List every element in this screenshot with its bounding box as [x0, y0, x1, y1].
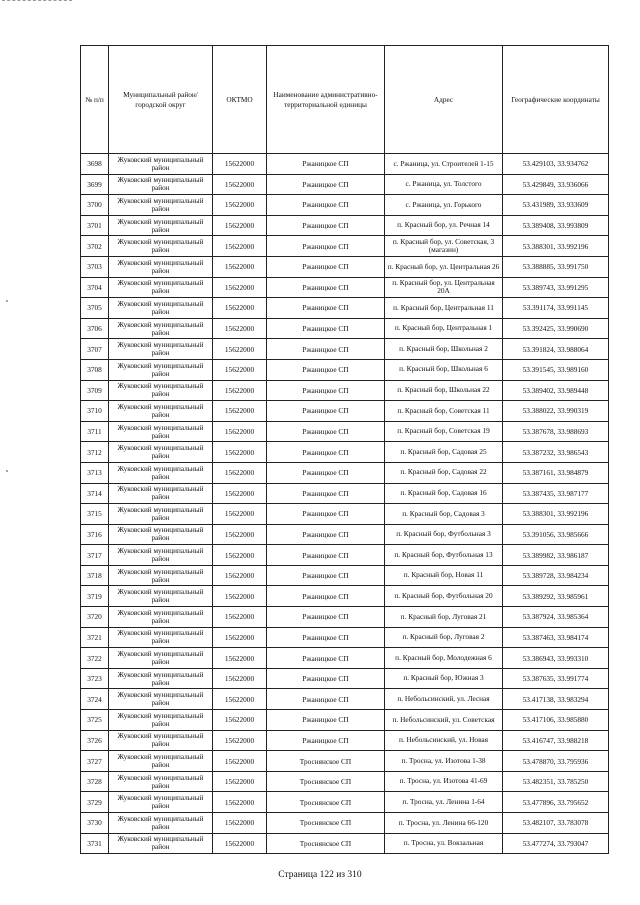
- cell-oktmo: 15622000: [213, 689, 267, 710]
- cell-coordinates: 53.387161, 33.984879: [503, 462, 609, 483]
- table-row: [81, 256, 609, 277]
- cell-oktmo: 15622000: [213, 359, 267, 380]
- cell-unit: Ржаницкое СП: [267, 648, 385, 669]
- cell-area: Жуковский муниципальный район: [109, 215, 213, 236]
- cell-coordinates: 53.389402, 33.989448: [503, 380, 609, 401]
- table-row: [81, 380, 609, 401]
- cell-coordinates: 53.387635, 33.991774: [503, 668, 609, 689]
- cell-number: 3723: [81, 668, 109, 689]
- scan-dust-mark: [6, 470, 8, 472]
- cell-unit: Ржаницкое СП: [267, 380, 385, 401]
- cell-area: Жуковский муниципальный район: [109, 318, 213, 339]
- cell-coordinates: 53.387924, 33.985364: [503, 607, 609, 628]
- cell-oktmo: 15622000: [213, 771, 267, 792]
- table-row: [81, 792, 609, 813]
- table-row: [81, 215, 609, 236]
- cell-area: Жуковский муниципальный район: [109, 401, 213, 422]
- cell-area: Жуковский муниципальный район: [109, 751, 213, 772]
- cell-address: п. Красный бор, Луговая 2: [385, 627, 503, 648]
- cell-coordinates: 53.417106, 33.985880: [503, 710, 609, 731]
- cell-number: 3718: [81, 565, 109, 586]
- header-row: [81, 46, 609, 154]
- table-row: [81, 710, 609, 731]
- cell-coordinates: 53.478870, 33.795936: [503, 751, 609, 772]
- cell-coordinates: 53.389292, 33.985961: [503, 586, 609, 607]
- cell-unit: Ржаницкое СП: [267, 298, 385, 319]
- table-row: [81, 524, 609, 545]
- header-number: № п/п: [81, 46, 109, 154]
- cell-number: 3704: [81, 277, 109, 298]
- cell-area: Жуковский муниципальный район: [109, 565, 213, 586]
- cell-unit: Ржаницкое СП: [267, 504, 385, 525]
- cell-coordinates: 53.387435, 33.987177: [503, 483, 609, 504]
- cell-address: п. Небольсинский, ул. Советская: [385, 710, 503, 731]
- cell-coordinates: 53.482351, 33.785250: [503, 771, 609, 792]
- cell-address: п. Небольсинский, ул. Лесная: [385, 689, 503, 710]
- cell-coordinates: 53.477274, 33.793047: [503, 833, 609, 854]
- cell-coordinates: 53.389743, 33.991295: [503, 277, 609, 298]
- scan-dust-mark: [6, 300, 8, 302]
- cell-coordinates: 53.429849, 33.936066: [503, 174, 609, 195]
- table-row: [81, 236, 609, 257]
- cell-unit: Ржаницкое СП: [267, 689, 385, 710]
- table-row: [81, 627, 609, 648]
- cell-oktmo: 15622000: [213, 318, 267, 339]
- cell-unit: Ржаницкое СП: [267, 195, 385, 216]
- cell-coordinates: 53.387678, 33.988693: [503, 421, 609, 442]
- cell-unit: Троснянское СП: [267, 792, 385, 813]
- cell-unit: Ржаницкое СП: [267, 236, 385, 257]
- cell-address: п. Небольсинский, ул. Новая: [385, 730, 503, 751]
- cell-address: п. Красный бор, ул. Центральная 20А: [385, 277, 503, 298]
- cell-unit: Ржаницкое СП: [267, 607, 385, 628]
- cell-unit: Ржаницкое СП: [267, 442, 385, 463]
- cell-number: 3708: [81, 359, 109, 380]
- cell-area: Жуковский муниципальный район: [109, 174, 213, 195]
- cell-oktmo: 15622000: [213, 648, 267, 669]
- cell-unit: Ржаницкое СП: [267, 627, 385, 648]
- cell-number: 3711: [81, 421, 109, 442]
- cell-number: 3717: [81, 545, 109, 566]
- cell-oktmo: 15622000: [213, 524, 267, 545]
- cell-coordinates: 53.388301, 33.992196: [503, 504, 609, 525]
- table-row: [81, 339, 609, 360]
- cell-area: Жуковский муниципальный район: [109, 627, 213, 648]
- cell-address: п. Красный бор, ул. Советская, 3 (магазин): [385, 236, 503, 257]
- cell-coordinates: 53.416747, 33.988218: [503, 730, 609, 751]
- cell-number: 3706: [81, 318, 109, 339]
- table-row: [81, 668, 609, 689]
- cell-oktmo: 15622000: [213, 586, 267, 607]
- cell-number: 3722: [81, 648, 109, 669]
- cell-unit: Ржаницкое СП: [267, 586, 385, 607]
- cell-area: Жуковский муниципальный район: [109, 154, 213, 175]
- cell-coordinates: 53.388022, 33.990319: [503, 401, 609, 422]
- cell-coordinates: 53.391174, 33.991145: [503, 298, 609, 319]
- table-row: [81, 833, 609, 854]
- cell-unit: Ржаницкое СП: [267, 668, 385, 689]
- cell-address: с. Ржаница, ул. Толстого: [385, 174, 503, 195]
- cell-number: 3731: [81, 833, 109, 854]
- cell-area: Жуковский муниципальный район: [109, 504, 213, 525]
- cell-oktmo: 15622000: [213, 298, 267, 319]
- cell-address: п. Красный бор, Южная 3: [385, 668, 503, 689]
- cell-address: п. Тросна, ул. Ленина 66-120: [385, 813, 503, 834]
- cell-area: Жуковский муниципальный район: [109, 421, 213, 442]
- cell-number: 3702: [81, 236, 109, 257]
- cell-coordinates: 53.391056, 33.985666: [503, 524, 609, 545]
- cell-coordinates: 53.417138, 33.983294: [503, 689, 609, 710]
- cell-number: 3698: [81, 154, 109, 175]
- cell-oktmo: 15622000: [213, 710, 267, 731]
- cell-oktmo: 15622000: [213, 236, 267, 257]
- cell-unit: Ржаницкое СП: [267, 565, 385, 586]
- cell-area: Жуковский муниципальный район: [109, 359, 213, 380]
- cell-number: 3707: [81, 339, 109, 360]
- cell-area: Жуковский муниципальный район: [109, 256, 213, 277]
- cell-area: Жуковский муниципальный район: [109, 236, 213, 257]
- cell-address: п. Красный бор, ул. Речная 14: [385, 215, 503, 236]
- cell-unit: Ржаницкое СП: [267, 483, 385, 504]
- cell-area: Жуковский муниципальный район: [109, 771, 213, 792]
- cell-oktmo: 15622000: [213, 627, 267, 648]
- cell-area: Жуковский муниципальный район: [109, 668, 213, 689]
- cell-number: 3724: [81, 689, 109, 710]
- cell-unit: Ржаницкое СП: [267, 277, 385, 298]
- cell-address: п. Тросна, ул. Вокзальная: [385, 833, 503, 854]
- table-body: [81, 154, 609, 854]
- cell-number: 3710: [81, 401, 109, 422]
- cell-area: Жуковский муниципальный район: [109, 483, 213, 504]
- scan-edge-mark: [2, 0, 72, 2]
- cell-area: Жуковский муниципальный район: [109, 607, 213, 628]
- cell-number: 3726: [81, 730, 109, 751]
- cell-number: 3716: [81, 524, 109, 545]
- cell-unit: Троснянское СП: [267, 813, 385, 834]
- cell-coordinates: 53.388301, 33.992196: [503, 236, 609, 257]
- cell-coordinates: 53.387232, 33.986543: [503, 442, 609, 463]
- cell-number: 3719: [81, 586, 109, 607]
- cell-oktmo: 15622000: [213, 421, 267, 442]
- cell-oktmo: 15622000: [213, 339, 267, 360]
- cell-address: п. Тросна, ул. Ленина 1-64: [385, 792, 503, 813]
- cell-number: 3727: [81, 751, 109, 772]
- cell-address: п. Красный бор, Школьная 22: [385, 380, 503, 401]
- cell-address: п. Красный бор, Школьная 2: [385, 339, 503, 360]
- cell-number: 3714: [81, 483, 109, 504]
- cell-unit: Ржаницкое СП: [267, 730, 385, 751]
- cell-number: 3699: [81, 174, 109, 195]
- cell-number: 3701: [81, 215, 109, 236]
- cell-area: Жуковский муниципальный район: [109, 813, 213, 834]
- cell-number: 3709: [81, 380, 109, 401]
- cell-oktmo: 15622000: [213, 174, 267, 195]
- table-row: [81, 442, 609, 463]
- cell-oktmo: 15622000: [213, 215, 267, 236]
- cell-area: Жуковский муниципальный район: [109, 339, 213, 360]
- cell-address: п. Красный бор, ул. Центральная 26: [385, 256, 503, 277]
- cell-oktmo: 15622000: [213, 154, 267, 175]
- cell-oktmo: 15622000: [213, 668, 267, 689]
- cell-coordinates: 53.389728, 33.984234: [503, 565, 609, 586]
- cell-address: п. Красный бор, Советская 19: [385, 421, 503, 442]
- cell-oktmo: 15622000: [213, 401, 267, 422]
- cell-coordinates: 53.482107, 33.783078: [503, 813, 609, 834]
- cell-oktmo: 15622000: [213, 442, 267, 463]
- header-address: Адрес: [385, 46, 503, 154]
- table-header: [81, 46, 609, 154]
- table-row: [81, 607, 609, 628]
- cell-oktmo: 15622000: [213, 195, 267, 216]
- cell-unit: Троснянское СП: [267, 833, 385, 854]
- cell-oktmo: 15622000: [213, 483, 267, 504]
- cell-number: 3700: [81, 195, 109, 216]
- cell-coordinates: 53.388885, 33.991750: [503, 256, 609, 277]
- cell-address: п. Красный бор, Луговая 21: [385, 607, 503, 628]
- cell-number: 3721: [81, 627, 109, 648]
- cell-coordinates: 53.431989, 33.933609: [503, 195, 609, 216]
- cell-coordinates: 53.387463, 33.984174: [503, 627, 609, 648]
- cell-number: 3725: [81, 710, 109, 731]
- table-row: [81, 565, 609, 586]
- cell-coordinates: 53.477896, 33.795652: [503, 792, 609, 813]
- cell-address: с. Ржаница, ул. Строителей 1-15: [385, 154, 503, 175]
- cell-address: п. Красный бор, Футбольная 3: [385, 524, 503, 545]
- table-row: [81, 318, 609, 339]
- cell-address: п. Красный бор, Советская 11: [385, 401, 503, 422]
- cell-area: Жуковский муниципальный район: [109, 524, 213, 545]
- cell-unit: Ржаницкое СП: [267, 215, 385, 236]
- table-row: [81, 421, 609, 442]
- table-row: [81, 174, 609, 195]
- cell-area: Жуковский муниципальный район: [109, 442, 213, 463]
- cell-address: п. Красный бор, Новая 11: [385, 565, 503, 586]
- page-number: Страница 122 из 310: [278, 870, 362, 880]
- cell-address: п. Красный бор, Молодежная 6: [385, 648, 503, 669]
- cell-unit: Ржаницкое СП: [267, 462, 385, 483]
- cell-area: Жуковский муниципальный район: [109, 380, 213, 401]
- cell-unit: Ржаницкое СП: [267, 154, 385, 175]
- cell-oktmo: 15622000: [213, 813, 267, 834]
- table-row: [81, 195, 609, 216]
- cell-coordinates: 53.391824, 33.988064: [503, 339, 609, 360]
- cell-oktmo: 15622000: [213, 462, 267, 483]
- cell-number: 3703: [81, 256, 109, 277]
- cell-unit: Ржаницкое СП: [267, 710, 385, 731]
- cell-address: п. Красный бор, Футбольная 13: [385, 545, 503, 566]
- cell-area: Жуковский муниципальный район: [109, 792, 213, 813]
- cell-number: 3728: [81, 771, 109, 792]
- cell-unit: Ржаницкое СП: [267, 256, 385, 277]
- cell-unit: Ржаницкое СП: [267, 359, 385, 380]
- cell-address: п. Красный бор, Садовая 3: [385, 504, 503, 525]
- cell-address: п. Тросна, ул. Изотова 1-38: [385, 751, 503, 772]
- cell-oktmo: 15622000: [213, 607, 267, 628]
- cell-area: Жуковский муниципальный район: [109, 689, 213, 710]
- cell-area: Жуковский муниципальный район: [109, 277, 213, 298]
- table-row: [81, 277, 609, 298]
- table-row: [81, 751, 609, 772]
- cell-unit: Ржаницкое СП: [267, 339, 385, 360]
- cell-address: п. Красный бор, Футбольная 20: [385, 586, 503, 607]
- cell-address: п. Красный бор, Садовая 25: [385, 442, 503, 463]
- cell-oktmo: 15622000: [213, 730, 267, 751]
- cell-unit: Ржаницкое СП: [267, 318, 385, 339]
- cell-unit: Троснянское СП: [267, 771, 385, 792]
- cell-coordinates: 53.389408, 33.993809: [503, 215, 609, 236]
- cell-address: с. Ржаница, ул. Горького: [385, 195, 503, 216]
- settlements-table: [80, 45, 609, 854]
- cell-oktmo: 15622000: [213, 504, 267, 525]
- table-row: [81, 545, 609, 566]
- table-row: [81, 359, 609, 380]
- cell-number: 3713: [81, 462, 109, 483]
- table-row: [81, 648, 609, 669]
- table-row: [81, 689, 609, 710]
- table-row: [81, 771, 609, 792]
- cell-number: 3720: [81, 607, 109, 628]
- cell-number: 3729: [81, 792, 109, 813]
- cell-oktmo: 15622000: [213, 545, 267, 566]
- cell-oktmo: 15622000: [213, 380, 267, 401]
- table-row: [81, 401, 609, 422]
- cell-oktmo: 15622000: [213, 565, 267, 586]
- cell-area: Жуковский муниципальный район: [109, 648, 213, 669]
- cell-oktmo: 15622000: [213, 833, 267, 854]
- cell-area: Жуковский муниципальный район: [109, 833, 213, 854]
- cell-coordinates: 53.392425, 33.990690: [503, 318, 609, 339]
- cell-coordinates: 53.391545, 33.989160: [503, 359, 609, 380]
- cell-coordinates: 53.429103, 33.934762: [503, 154, 609, 175]
- cell-area: Жуковский муниципальный район: [109, 298, 213, 319]
- header-unit: Наименование административно-территориальной единицы: [267, 46, 385, 154]
- cell-area: Жуковский муниципальный район: [109, 545, 213, 566]
- cell-address: п. Красный бор, Центральная 11: [385, 298, 503, 319]
- cell-oktmo: 15622000: [213, 751, 267, 772]
- header-coordinates: Географические координаты: [503, 46, 609, 154]
- cell-number: 3730: [81, 813, 109, 834]
- cell-number: 3712: [81, 442, 109, 463]
- cell-number: 3705: [81, 298, 109, 319]
- cell-unit: Ржаницкое СП: [267, 524, 385, 545]
- cell-area: Жуковский муниципальный район: [109, 195, 213, 216]
- cell-address: п. Красный бор, Садовая 16: [385, 483, 503, 504]
- cell-coordinates: 53.389982, 33.986187: [503, 545, 609, 566]
- cell-address: п. Красный бор, Центральная 1: [385, 318, 503, 339]
- header-oktmo: ОКТМО: [213, 46, 267, 154]
- cell-oktmo: 15622000: [213, 256, 267, 277]
- cell-unit: Троснянское СП: [267, 751, 385, 772]
- table-row: [81, 462, 609, 483]
- cell-area: Жуковский муниципальный район: [109, 462, 213, 483]
- cell-address: п. Красный бор, Садовая 22: [385, 462, 503, 483]
- table-row: [81, 586, 609, 607]
- cell-area: Жуковский муниципальный район: [109, 710, 213, 731]
- table-row: [81, 730, 609, 751]
- cell-area: Жуковский муниципальный район: [109, 730, 213, 751]
- cell-coordinates: 53.386943, 33.993310: [503, 648, 609, 669]
- table-row: [81, 504, 609, 525]
- cell-oktmo: 15622000: [213, 792, 267, 813]
- table-row: [81, 483, 609, 504]
- cell-address: п. Красный бор, Школьная 6: [385, 359, 503, 380]
- cell-oktmo: 15622000: [213, 277, 267, 298]
- cell-number: 3715: [81, 504, 109, 525]
- cell-unit: Ржаницкое СП: [267, 421, 385, 442]
- cell-area: Жуковский муниципальный район: [109, 586, 213, 607]
- table-row: [81, 154, 609, 175]
- cell-unit: Ржаницкое СП: [267, 174, 385, 195]
- cell-unit: Ржаницкое СП: [267, 401, 385, 422]
- cell-unit: Ржаницкое СП: [267, 545, 385, 566]
- table-row: [81, 813, 609, 834]
- cell-address: п. Тросна, ул. Изотова 41-69: [385, 771, 503, 792]
- table-row: [81, 298, 609, 319]
- header-area: Муниципальный район/городской округ: [109, 46, 213, 154]
